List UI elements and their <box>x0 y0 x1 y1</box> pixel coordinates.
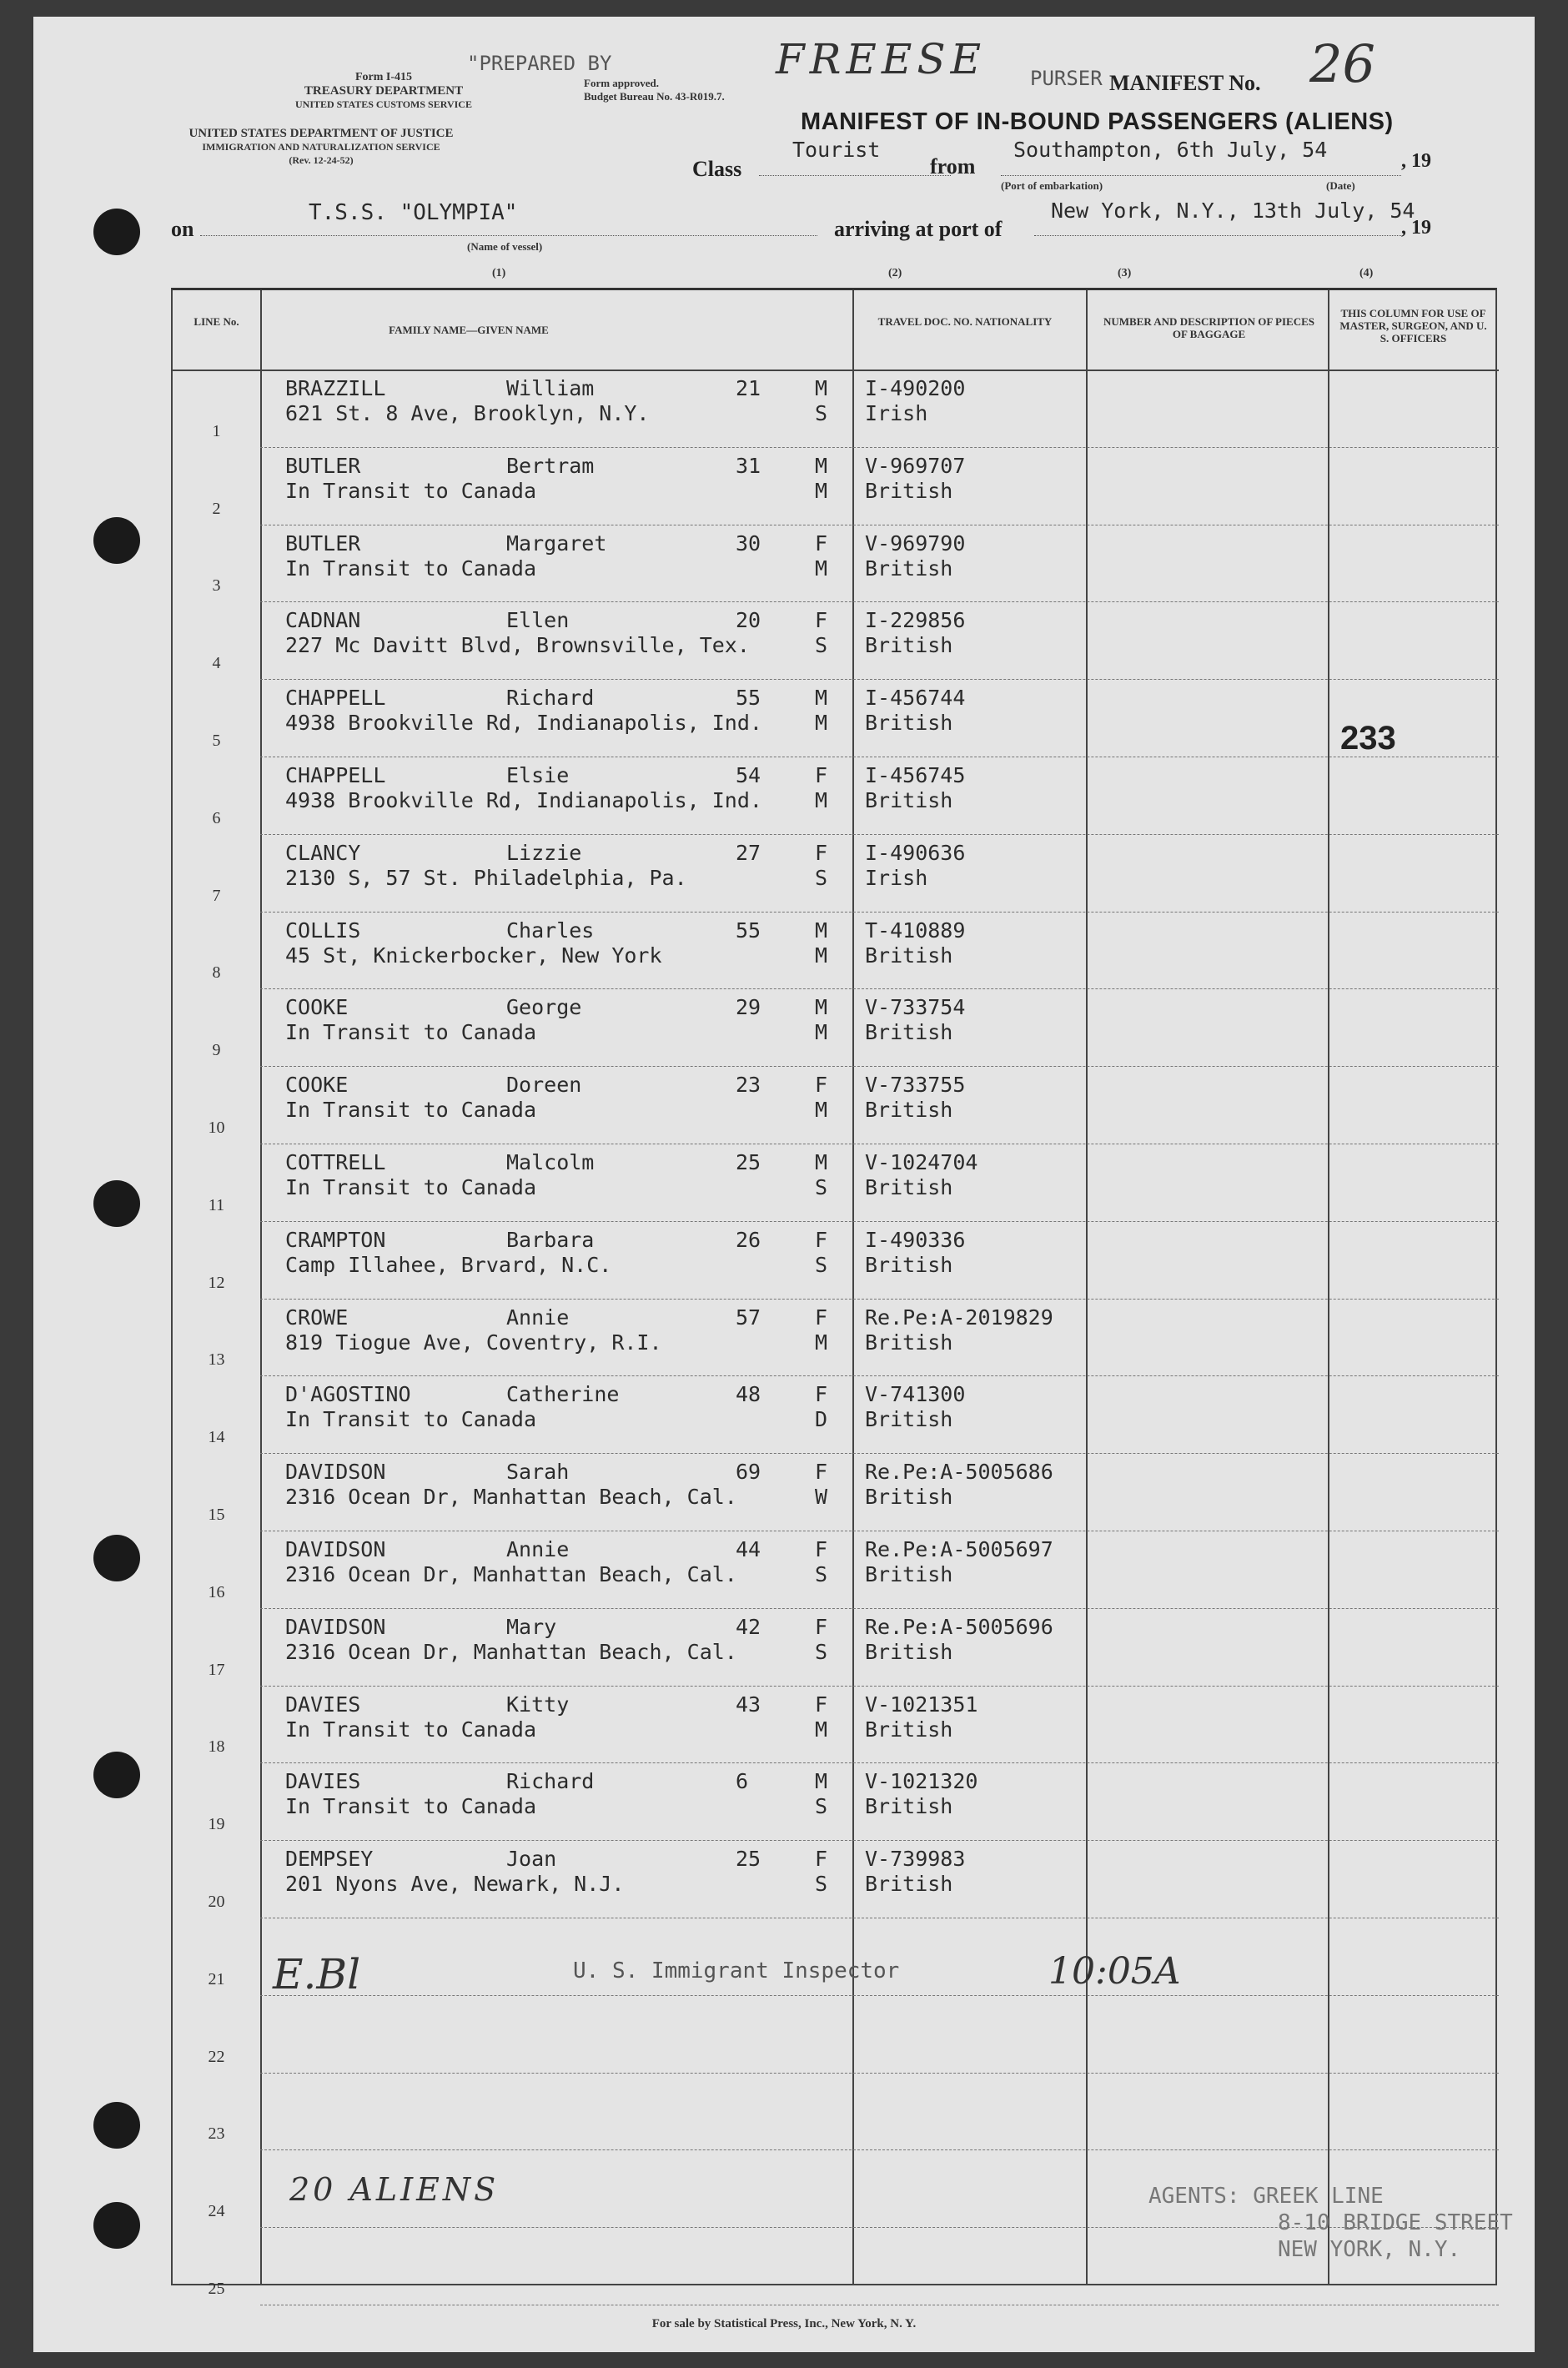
line-number: 18 <box>208 1737 225 1757</box>
vessel-label: (Name of vessel) <box>467 240 543 253</box>
nationality: British <box>865 943 953 968</box>
given-name: Malcolm <box>506 1150 595 1174</box>
col-num-3: (3) <box>1118 267 1132 279</box>
header-name: FAMILY NAME—GIVEN NAME <box>389 324 549 336</box>
address: 201 Nyons Ave, Newark, N.J. <box>285 1872 625 1897</box>
given-name: Ellen <box>506 608 570 633</box>
given-name: Annie <box>506 1537 570 1561</box>
age: 21 <box>736 376 761 400</box>
age: 54 <box>736 763 761 787</box>
address: In Transit to Canada <box>285 1175 537 1199</box>
nationality: British <box>865 788 953 812</box>
given-name: Elsie <box>506 763 570 787</box>
year-suffix-2: , 19 <box>1401 217 1431 239</box>
agents-label: AGENTS: GREEK LINE <box>1148 2184 1384 2209</box>
address: 2130 S, 57 St. Philadelphia, Pa. <box>285 865 687 890</box>
sex: F <box>815 1382 828 1407</box>
address: In Transit to Canada <box>285 478 537 503</box>
nationality: British <box>865 1794 953 1819</box>
punch-hole <box>93 517 140 564</box>
family-name: D'AGOSTINO <box>285 1382 411 1407</box>
travel-doc: V-741300 <box>865 1382 966 1407</box>
travel-doc: I-456745 <box>865 763 966 787</box>
empty-row <box>173 1995 1499 2073</box>
address: Camp Illahee, Brvard, N.C. <box>285 1252 612 1277</box>
nationality: British <box>865 1330 953 1355</box>
sex: F <box>815 530 828 556</box>
line-number: 22 <box>208 2047 225 2066</box>
given-name: Lizzie <box>506 840 582 865</box>
travel-doc: I-490200 <box>865 376 966 400</box>
on-label: on <box>171 217 194 241</box>
travel-doc: Re.Pe:A-5005697 <box>865 1537 1053 1561</box>
table-row <box>173 834 1499 912</box>
nationality: British <box>865 1485 953 1510</box>
marital-status: M <box>815 788 828 812</box>
arrival-underline <box>1034 235 1401 236</box>
line-number: 12 <box>208 1273 225 1292</box>
age: 69 <box>736 1460 761 1485</box>
family-name: DAVIES <box>285 1769 361 1794</box>
nationality: British <box>865 1252 953 1277</box>
manifest-title: MANIFEST OF IN-BOUND PASSENGERS (ALIENS) <box>801 108 1394 135</box>
given-name: Bertram <box>506 453 595 478</box>
inspection-time: 10:05A <box>1048 1950 1181 1993</box>
nationality: Irish <box>865 865 928 890</box>
travel-doc: Re.Pe:A-5005696 <box>865 1614 1053 1639</box>
age: 6 <box>736 1769 749 1794</box>
marital-status: S <box>815 865 828 890</box>
sex: F <box>815 1537 828 1561</box>
marital-status: M <box>815 943 828 968</box>
nationality: British <box>865 1872 953 1897</box>
sex: F <box>815 1614 828 1639</box>
address: In Transit to Canada <box>285 1794 537 1819</box>
travel-doc: V-733755 <box>865 1073 966 1098</box>
line-number: 21 <box>208 1969 225 1988</box>
family-name: CROWE <box>285 1305 349 1330</box>
punch-hole <box>93 1180 140 1227</box>
punch-hole <box>93 2102 140 2149</box>
sex: F <box>815 840 828 865</box>
address: 2316 Ocean Dr, Manhattan Beach, Cal. <box>285 1562 737 1586</box>
address: 4938 Brookville Rd, Indianapolis, Ind. <box>285 788 762 812</box>
address: In Transit to Canada <box>285 1717 537 1742</box>
age: 44 <box>736 1537 761 1561</box>
nationality: British <box>865 478 953 503</box>
nationality: British <box>865 1407 953 1432</box>
table-row <box>173 1762 1499 1840</box>
line-number: 7 <box>212 886 221 905</box>
line-number: 11 <box>208 1195 225 1214</box>
nationality: British <box>865 1175 953 1199</box>
nationality: British <box>865 556 953 581</box>
given-name: Annie <box>506 1305 570 1330</box>
punch-hole <box>93 2202 140 2249</box>
sex: F <box>815 763 828 787</box>
nationality: British <box>865 1020 953 1045</box>
family-name: DAVIES <box>285 1692 361 1717</box>
line-number: 13 <box>208 1350 225 1370</box>
given-name: Barbara <box>506 1227 595 1252</box>
age: 55 <box>736 686 761 711</box>
travel-doc: I-490336 <box>865 1227 966 1252</box>
table-row <box>173 1686 1499 1763</box>
age: 55 <box>736 918 761 943</box>
travel-doc: V-969790 <box>865 530 966 556</box>
marital-status: S <box>815 1872 828 1897</box>
nationality: British <box>865 1717 953 1742</box>
table-row <box>173 988 1499 1066</box>
class-label: Class <box>692 157 742 181</box>
given-name: Margaret <box>506 530 607 556</box>
purser-label: PURSER <box>1030 67 1103 90</box>
travel-doc: Re.Pe:A-2019829 <box>865 1305 1053 1330</box>
given-name: Kitty <box>506 1692 570 1717</box>
line-number: 6 <box>212 808 221 827</box>
address: In Transit to Canada <box>285 556 537 581</box>
address: 819 Tiogue Ave, Coventry, R.I. <box>285 1330 662 1355</box>
line-number: 16 <box>208 1582 225 1601</box>
family-name: COOKE <box>285 995 349 1020</box>
travel-doc: V-969707 <box>865 453 966 478</box>
table-row <box>173 757 1499 834</box>
empty-row <box>173 2073 1499 2150</box>
given-name: Joan <box>506 1847 557 1872</box>
address: In Transit to Canada <box>285 1020 537 1045</box>
age: 20 <box>736 608 761 633</box>
age: 27 <box>736 840 761 865</box>
sex: M <box>815 1769 828 1794</box>
address: In Transit to Canada <box>285 1407 537 1432</box>
sex: F <box>815 608 828 633</box>
table-row <box>173 1299 1499 1376</box>
from-label: from <box>930 154 976 178</box>
class-value: Tourist <box>792 138 881 162</box>
line-number: 14 <box>208 1428 225 1447</box>
travel-doc: Re.Pe:A-5005686 <box>865 1460 1053 1485</box>
table-row <box>173 1144 1499 1221</box>
table-row <box>173 447 1499 525</box>
line-number: 19 <box>208 1815 225 1834</box>
printer-footer: For sale by Statistical Press, Inc., New York, N. Y. <box>651 2317 917 2330</box>
sex: M <box>815 686 828 711</box>
family-name: CHAPPELL <box>285 686 386 711</box>
inspector-signature: E.Bl <box>273 1950 361 1998</box>
travel-doc: I-490636 <box>865 840 966 865</box>
travel-doc: I-229856 <box>865 608 966 633</box>
travel-doc: T-410889 <box>865 918 966 943</box>
punch-hole <box>93 1535 140 1581</box>
line-number: 3 <box>212 576 221 596</box>
line-number: 24 <box>208 2202 225 2221</box>
marital-status: D <box>815 1407 828 1432</box>
manifest-table <box>171 288 1513 2298</box>
travel-doc: V-1021320 <box>865 1769 978 1794</box>
family-name: BUTLER <box>285 453 361 478</box>
manifest-page <box>33 17 1535 2352</box>
family-name: BRAZZILL <box>285 376 386 400</box>
address: 227 Mc Davitt Blvd, Brownsville, Tex. <box>285 633 750 658</box>
travel-doc: I-456744 <box>865 686 966 711</box>
sex: M <box>815 918 828 943</box>
sex: M <box>815 1150 828 1174</box>
date-label: (Date) <box>1326 179 1355 192</box>
age: 29 <box>736 995 761 1020</box>
table-row <box>173 601 1499 679</box>
marital-status: S <box>815 1562 828 1586</box>
vessel-name: T.S.S. "OLYMPIA" <box>309 200 518 225</box>
class-underline <box>759 175 951 176</box>
family-name: BUTLER <box>285 530 361 556</box>
age: 25 <box>736 1150 761 1174</box>
table-row <box>173 1531 1499 1608</box>
travel-doc: V-1021351 <box>865 1692 978 1717</box>
marital-status: S <box>815 401 828 425</box>
line-number: 9 <box>212 1041 221 1060</box>
marital-status: M <box>815 1098 828 1123</box>
line-number: 1 <box>212 421 221 440</box>
given-name: Doreen <box>506 1073 582 1098</box>
age: 42 <box>736 1614 761 1639</box>
marital-status: M <box>815 478 828 503</box>
port-embarkation: Southampton, 6th July, 54 <box>1013 138 1328 162</box>
marital-status: S <box>815 1639 828 1664</box>
address: In Transit to Canada <box>285 1098 537 1123</box>
family-name: DAVIDSON <box>285 1537 386 1561</box>
table-row <box>173 1840 1499 1918</box>
travel-doc: V-1024704 <box>865 1150 978 1174</box>
line-number: 8 <box>212 963 221 983</box>
punch-hole <box>93 1752 140 1798</box>
year-suffix-1: , 19 <box>1401 150 1431 172</box>
travel-doc: V-733754 <box>865 995 966 1020</box>
marital-status: M <box>815 1330 828 1355</box>
sex: F <box>815 1305 828 1330</box>
nationality: Irish <box>865 401 928 425</box>
nationality: British <box>865 633 953 658</box>
family-name: DEMPSEY <box>285 1847 374 1872</box>
col-num-2: (2) <box>888 267 902 279</box>
prepared-by-name: FREESE <box>776 35 987 83</box>
officer-stamp: 233 <box>1340 720 1396 757</box>
sex: F <box>815 1073 828 1098</box>
justice-block: UNITED STATES DEPARTMENT OF JUSTICE IMMIGRATION AND NATURALIZATION SERVICE (Rev. 12-24-52) <box>188 127 454 166</box>
sex: F <box>815 1692 828 1717</box>
sex: M <box>815 995 828 1020</box>
sex: F <box>815 1847 828 1872</box>
address: 4938 Brookville Rd, Indianapolis, Ind. <box>285 711 762 736</box>
marital-status: M <box>815 711 828 736</box>
table-row <box>173 1608 1499 1686</box>
line-number: 10 <box>208 1118 225 1137</box>
nationality: British <box>865 1098 953 1123</box>
given-name: Richard <box>506 1769 595 1794</box>
family-name: COOKE <box>285 1073 349 1098</box>
line-number: 17 <box>208 1660 225 1679</box>
table-row <box>173 1375 1499 1453</box>
budget-block: Form approved. Budget Bureau No. 43-R019.7. <box>584 77 725 103</box>
age: 25 <box>736 1847 761 1872</box>
age: 23 <box>736 1073 761 1098</box>
header-line-no: LINE No. <box>193 315 239 328</box>
manifest-no: 26 <box>1309 33 1375 94</box>
sex: F <box>815 1460 828 1485</box>
table-row <box>173 1066 1499 1144</box>
family-name: DAVIDSON <box>285 1614 386 1639</box>
marital-status: S <box>815 1252 828 1277</box>
header-baggage: NUMBER AND DESCRIPTION OF PIECES OF BAGGAGE <box>1103 315 1315 340</box>
inspector-label: U. S. Immigrant Inspector <box>573 1958 900 1983</box>
sex: M <box>815 376 828 400</box>
marital-status: M <box>815 1717 828 1742</box>
line-number: 4 <box>212 654 221 673</box>
col-num-4: (4) <box>1359 267 1374 279</box>
arrival-port: New York, N.Y., 13th July, 54 <box>1051 199 1415 223</box>
table-row <box>173 679 1499 757</box>
family-name: CRAMPTON <box>285 1227 386 1252</box>
family-name: COLLIS <box>285 918 361 943</box>
line-number: 5 <box>212 731 221 750</box>
form-block: Form I-415 TREASURY DEPARTMENT UNITED STATES CUSTOMS SERVICE <box>295 71 472 110</box>
line-number: 25 <box>208 2279 225 2298</box>
age: 30 <box>736 530 761 556</box>
marital-status: S <box>815 1794 828 1819</box>
age: 43 <box>736 1692 761 1717</box>
port-underline <box>1001 175 1401 176</box>
agents-address-2: NEW YORK, N.Y. <box>1278 2237 1461 2262</box>
arriving-label: arriving at port of <box>834 217 1003 241</box>
line-number: 23 <box>208 2124 225 2144</box>
line-number: 2 <box>212 499 221 518</box>
address: 2316 Ocean Dr, Manhattan Beach, Cal. <box>285 1639 737 1664</box>
manifest-no-label: MANIFEST No. <box>1109 71 1261 95</box>
given-name: William <box>506 376 595 400</box>
given-name: Charles <box>506 918 595 943</box>
marital-status: M <box>815 1020 828 1045</box>
given-name: Richard <box>506 686 595 711</box>
marital-status: S <box>815 1175 828 1199</box>
agents-address-1: 8-10 BRIDGE STREET <box>1278 2210 1513 2235</box>
family-name: COTTRELL <box>285 1150 386 1174</box>
travel-doc: V-739983 <box>865 1847 966 1872</box>
table-row <box>173 525 1499 602</box>
marital-status: M <box>815 556 828 581</box>
family-name: CADNAN <box>285 608 361 633</box>
vessel-underline <box>200 235 817 236</box>
age: 57 <box>736 1305 761 1330</box>
address: 621 St. 8 Ave, Brooklyn, N.Y. <box>285 401 650 425</box>
sex: F <box>815 1227 828 1252</box>
family-name: DAVIDSON <box>285 1460 386 1485</box>
given-name: Mary <box>506 1614 557 1639</box>
header-travel-doc: TRAVEL DOC. NO. NATIONALITY <box>877 315 1053 328</box>
given-name: Catherine <box>506 1382 620 1407</box>
punch-hole <box>93 209 140 255</box>
col-num-1: (1) <box>492 267 506 279</box>
nationality: British <box>865 711 953 736</box>
address: 45 St, Knickerbocker, New York <box>285 943 662 968</box>
table-row <box>173 370 1499 447</box>
prepared-by-label: "PREPARED BY <box>467 52 612 75</box>
line-number: 20 <box>208 1892 225 1911</box>
age: 26 <box>736 1227 761 1252</box>
nationality: British <box>865 1639 953 1664</box>
table-row <box>173 912 1499 989</box>
sex: M <box>815 453 828 478</box>
given-name: Sarah <box>506 1460 570 1485</box>
aliens-count: 20 ALIENS <box>289 2171 500 2208</box>
empty-row <box>173 1918 1499 1995</box>
family-name: CLANCY <box>285 840 361 865</box>
marital-status: W <box>815 1485 828 1510</box>
given-name: George <box>506 995 582 1020</box>
nationality: British <box>865 1562 953 1586</box>
address: 2316 Ocean Dr, Manhattan Beach, Cal. <box>285 1485 737 1510</box>
line-number: 15 <box>208 1505 225 1524</box>
header-officers: THIS COLUMN FOR USE OF MASTER, SURGEON, AND U. S. OFFICERS <box>1339 307 1487 344</box>
table-row <box>173 1453 1499 1531</box>
marital-status: S <box>815 633 828 658</box>
port-label: (Port of embarkation) <box>1001 179 1103 192</box>
age: 31 <box>736 453 761 478</box>
family-name: CHAPPELL <box>285 763 386 787</box>
table-row <box>173 1221 1499 1299</box>
age: 48 <box>736 1382 761 1407</box>
